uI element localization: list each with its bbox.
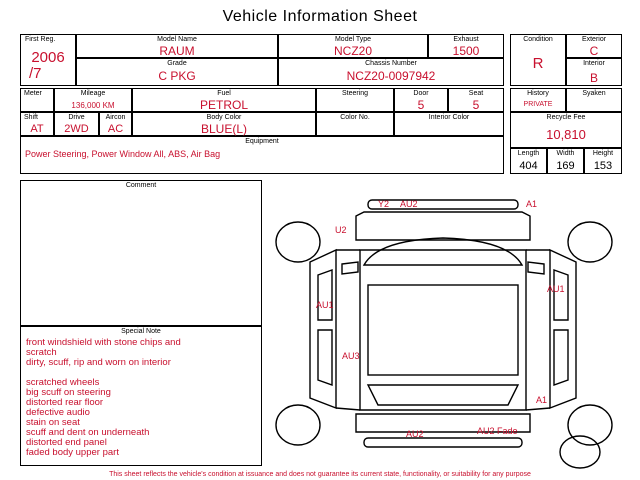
seat-cell <box>448 88 504 112</box>
body-color-label: Body Color <box>206 114 242 121</box>
door-cell <box>394 88 448 112</box>
grade-label: Grade <box>167 60 187 67</box>
mileage-cell <box>54 88 132 112</box>
interior-color-cell <box>394 112 504 136</box>
meter-cell <box>20 88 54 112</box>
special-note-line: scratch <box>26 347 57 358</box>
exterior-value: C <box>589 44 599 58</box>
seat-label: Seat <box>468 90 484 97</box>
mark-au1-right: AU1 <box>547 284 565 294</box>
history-value: PRIVATE <box>523 101 553 108</box>
width-value: 169 <box>556 160 575 172</box>
height-label: Height <box>592 150 614 157</box>
mark-a1-top: A1 <box>526 199 538 209</box>
condition-cell <box>510 34 566 86</box>
special-note-line: distorted end panel <box>26 437 107 448</box>
special-note-line: scuff and dent on underneath <box>26 427 150 438</box>
chassis-value: NCZ20-0097942 <box>346 69 436 83</box>
exhaust-cell <box>428 34 504 58</box>
special-note-line: big scuff on steering <box>26 387 111 398</box>
fuel-label: Fuel <box>217 90 231 97</box>
special-note-box <box>20 326 262 466</box>
condition-value: R <box>532 55 544 72</box>
comment-label: Comment <box>125 182 157 189</box>
body-color-cell <box>132 112 316 136</box>
model-name-value: RAUM <box>159 44 195 58</box>
first-reg-year: 2006 <box>31 49 65 66</box>
special-note-line: front windshield with stone chips and <box>26 337 181 348</box>
aircon-label: Aircon <box>105 114 126 121</box>
interior-value: B <box>589 71 598 85</box>
first-reg-month: /7 <box>29 65 42 82</box>
interior-label: Interior <box>583 60 605 67</box>
steering-label: Steering <box>341 90 369 97</box>
body-color-value: BLUE(L) <box>200 122 247 136</box>
mileage-value: 136,000 KM <box>71 101 115 110</box>
exhaust-value: 1500 <box>452 44 480 58</box>
height-cell <box>584 148 622 174</box>
special-note-line: defective audio <box>26 407 90 418</box>
model-type-value: NCZ20 <box>333 44 372 58</box>
fuel-cell <box>132 88 316 112</box>
mark-au2-fade: AU2 Fade <box>477 426 518 436</box>
first-reg-cell <box>20 34 76 86</box>
exterior-label: Exterior <box>581 36 607 43</box>
seat-value: 5 <box>472 98 480 112</box>
syaken-cell <box>566 88 622 112</box>
shift-cell <box>20 112 54 136</box>
first-reg-label: First Reg. <box>25 36 56 43</box>
model-type-label: Model Type <box>334 36 372 43</box>
special-note-list <box>26 338 181 458</box>
length-cell <box>510 148 547 174</box>
chassis-cell <box>278 58 504 86</box>
width-label: Width <box>556 150 575 157</box>
exhaust-label: Exhaust <box>453 36 479 43</box>
interior-color-label: Interior Color <box>428 114 470 121</box>
condition-label: Condition <box>523 36 553 43</box>
equipment-cell <box>20 136 504 174</box>
shift-label: Shift <box>24 114 39 121</box>
color-no-cell <box>316 112 394 136</box>
history-cell <box>510 88 566 112</box>
shift-value: AT <box>30 123 44 135</box>
meter-label: Meter <box>24 90 42 97</box>
comment-box <box>20 180 262 326</box>
mark-au3: AU3 <box>342 351 360 361</box>
drive-cell <box>54 112 99 136</box>
length-label: Length <box>517 150 540 157</box>
special-note-line: dirty, scuff, rip and worn on interior <box>26 357 171 368</box>
door-label: Door <box>413 90 429 97</box>
equipment-value: Power Steering, Power Window All, ABS, Air Bag <box>25 149 221 159</box>
disclaimer-footer: This sheet reflects the vehicle's condition at issuance and does not guarantee its current state, functionality, or suitability for any purpose <box>109 471 531 478</box>
history-label: History <box>527 90 549 97</box>
color-no-label: Color No. <box>340 114 370 121</box>
special-note-label: Special Note <box>121 328 161 335</box>
mark-au2-top: AU2 <box>400 199 418 209</box>
recycle-cell <box>510 112 622 148</box>
syaken-label: Syaken <box>582 90 606 97</box>
sheet-title: Vehicle Information Sheet <box>222 8 418 25</box>
special-note-line: stain on seat <box>26 417 80 428</box>
mark-u2: U2 <box>335 225 347 235</box>
steering-cell <box>316 88 394 112</box>
exterior-cell <box>566 34 622 58</box>
mark-y2: Y2 <box>378 199 390 209</box>
recycle-value: 10,810 <box>546 127 586 142</box>
special-note-line: faded body upper part <box>26 447 119 458</box>
mark-au1-left: AU1 <box>316 300 334 310</box>
interior-cell <box>566 58 622 86</box>
length-value: 404 <box>519 160 538 172</box>
chassis-label: Chassis Number <box>365 60 417 67</box>
aircon-value: AC <box>107 123 124 135</box>
height-value: 153 <box>593 160 613 172</box>
mark-a1-bottom: A1 <box>536 395 548 405</box>
car-damage-diagram <box>268 180 620 470</box>
special-note-line: distorted rear floor <box>26 397 104 408</box>
recycle-label: Recycle Fee <box>546 114 586 121</box>
grade-value: C PKG <box>158 69 196 83</box>
model-name-cell <box>76 34 278 58</box>
model-type-cell <box>278 34 428 58</box>
mileage-label: Mileage <box>80 90 106 97</box>
drive-label: Drive <box>68 114 85 121</box>
aircon-cell <box>99 112 132 136</box>
door-value: 5 <box>417 98 425 112</box>
mark-au2-bottom: AU2 <box>406 429 424 439</box>
model-name-label: Model Name <box>157 36 197 43</box>
fuel-value: PETROL <box>199 98 248 112</box>
equipment-label: Equipment <box>245 138 279 145</box>
grade-cell <box>76 58 278 86</box>
special-note-line: scratched wheels <box>26 377 100 388</box>
drive-value: 2WD <box>64 123 89 135</box>
width-cell <box>547 148 584 174</box>
